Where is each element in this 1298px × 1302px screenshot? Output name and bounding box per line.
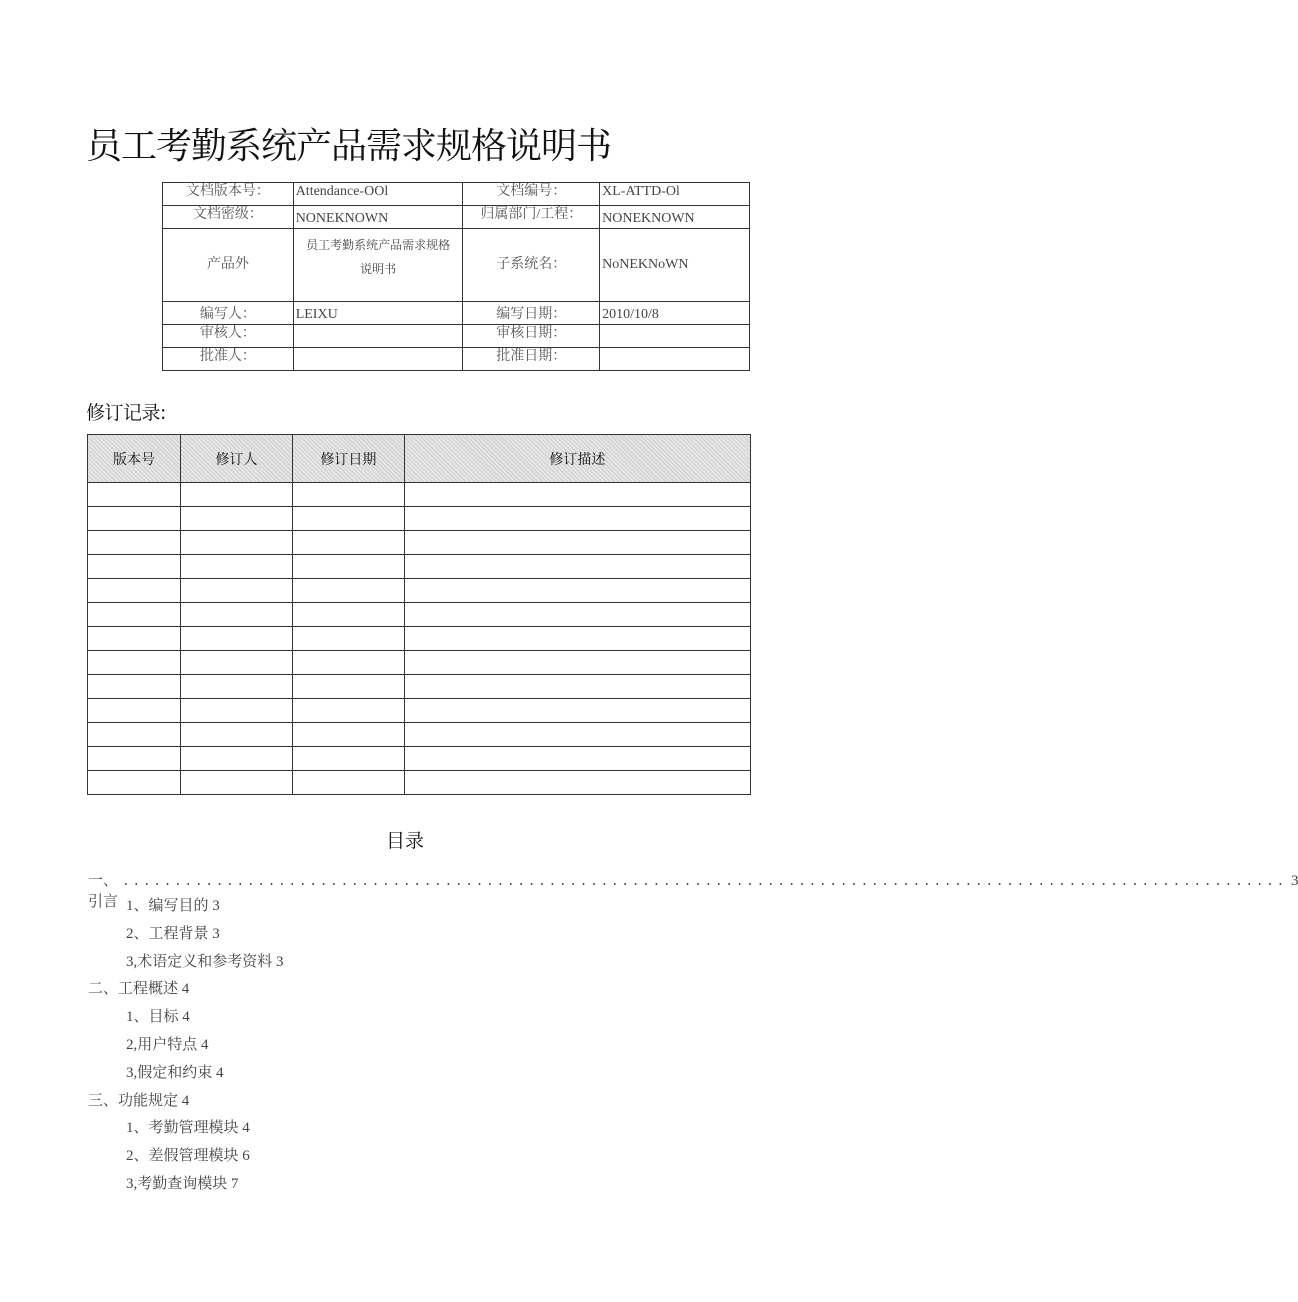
table-cell[interactable] xyxy=(181,627,293,651)
table-cell[interactable] xyxy=(404,579,750,603)
subsystem-value: NoNEKNoWN xyxy=(600,229,750,302)
toc-entry[interactable]: 3,考勤查询模块 7 xyxy=(126,1176,239,1192)
toc-entry-intro-page: 3 xyxy=(1290,873,1298,889)
table-cell[interactable] xyxy=(181,723,293,747)
table-cell[interactable] xyxy=(88,771,181,795)
revision-table-body xyxy=(88,483,751,795)
revision-heading: 修订记录: xyxy=(86,402,166,424)
table-cell[interactable] xyxy=(88,507,181,531)
table-cell[interactable] xyxy=(404,771,750,795)
table-row xyxy=(88,627,751,651)
revision-header-date: 修订日期 xyxy=(292,435,404,483)
author-value: LEIXU xyxy=(293,302,463,325)
revision-header-reviser: 修订人 xyxy=(181,435,293,483)
table-cell[interactable] xyxy=(292,699,404,723)
table-cell[interactable] xyxy=(292,723,404,747)
table-cell[interactable] xyxy=(404,507,750,531)
toc-entry[interactable]: 1、考勤管理模块 4 xyxy=(126,1120,250,1136)
table-cell[interactable] xyxy=(181,579,293,603)
table-row xyxy=(88,651,751,675)
dept-label: 归属部门/工程： xyxy=(463,206,600,229)
table-row xyxy=(88,579,751,603)
table-cell[interactable] xyxy=(88,651,181,675)
toc-entry[interactable]: 二、工程概述 4 xyxy=(88,981,190,997)
table-cell[interactable] xyxy=(404,699,750,723)
table-cell[interactable] xyxy=(181,555,293,579)
table-cell[interactable] xyxy=(292,507,404,531)
product-value xyxy=(293,229,463,302)
table-row xyxy=(88,507,751,531)
table-cell[interactable] xyxy=(181,531,293,555)
document-title: 员工考勤系统产品需求规格说明书 xyxy=(86,126,612,167)
subsystem-label: 子系统名： xyxy=(463,229,600,302)
table-cell[interactable] xyxy=(181,771,293,795)
table-cell[interactable] xyxy=(88,603,181,627)
table-row xyxy=(88,483,751,507)
table-cell[interactable] xyxy=(292,603,404,627)
revision-table xyxy=(87,434,751,795)
doc-number-value: XL-ATTD-Ol xyxy=(600,183,750,206)
table-cell[interactable] xyxy=(88,483,181,507)
table-cell[interactable] xyxy=(404,531,750,555)
revision-header-row xyxy=(88,435,751,483)
table-row xyxy=(88,555,751,579)
author-label: 编写人： xyxy=(163,302,294,325)
approver-label: 批准人： xyxy=(163,348,294,371)
table-cell[interactable] xyxy=(181,699,293,723)
table-cell[interactable] xyxy=(292,675,404,699)
table-cell[interactable] xyxy=(404,747,750,771)
write-date-value: 2010/10/8 xyxy=(600,302,750,325)
toc-dot-leader: ................................................................................................................ xyxy=(122,874,1287,889)
toc-entry[interactable]: 三、功能规定 4 xyxy=(88,1093,190,1109)
table-cell[interactable] xyxy=(404,723,750,747)
table-cell[interactable] xyxy=(292,627,404,651)
table-row xyxy=(88,531,751,555)
table-row xyxy=(88,747,751,771)
review-date-value xyxy=(600,325,750,348)
table-row xyxy=(88,603,751,627)
table-cell[interactable] xyxy=(88,627,181,651)
secrecy-label: 文档密级： xyxy=(163,206,294,229)
table-row xyxy=(88,699,751,723)
table-row xyxy=(88,771,751,795)
toc-entry[interactable]: 2、工程背景 3 xyxy=(126,926,220,942)
write-date-label: 编写日期： xyxy=(463,302,600,325)
table-cell[interactable] xyxy=(292,747,404,771)
approve-date-value xyxy=(600,348,750,371)
dept-value: NONEKNOWN xyxy=(600,206,750,229)
table-cell[interactable] xyxy=(181,651,293,675)
table-cell[interactable] xyxy=(88,699,181,723)
table-cell[interactable] xyxy=(404,603,750,627)
doc-version-label: 文档版本号： xyxy=(163,183,294,206)
toc-entry[interactable]: 2、差假管理模块 6 xyxy=(126,1148,250,1164)
table-cell[interactable] xyxy=(292,531,404,555)
table-cell[interactable] xyxy=(181,603,293,627)
table-cell[interactable] xyxy=(88,675,181,699)
table-cell[interactable] xyxy=(404,627,750,651)
table-cell[interactable] xyxy=(88,555,181,579)
table-cell[interactable] xyxy=(181,747,293,771)
table-cell[interactable] xyxy=(292,555,404,579)
table-cell[interactable] xyxy=(88,579,181,603)
revision-header-description: 修订描述 xyxy=(404,435,750,483)
product-label: 产品外 xyxy=(163,229,294,302)
table-cell[interactable] xyxy=(404,675,750,699)
reviewer-value xyxy=(293,325,463,348)
table-cell[interactable] xyxy=(292,579,404,603)
doc-version-value: Attendance-OOl xyxy=(293,183,463,206)
toc-entry-intro-label: 一、引言 xyxy=(88,873,119,910)
table-cell[interactable] xyxy=(292,771,404,795)
table-cell[interactable] xyxy=(181,507,293,531)
toc-entry[interactable]: 2,用户特点 4 xyxy=(126,1037,209,1053)
table-cell[interactable] xyxy=(181,675,293,699)
doc-number-label: 文档编号： xyxy=(463,183,600,206)
toc-entry[interactable]: 1、编写目的 3 xyxy=(126,898,220,914)
table-cell[interactable] xyxy=(404,555,750,579)
revision-header-version: 版本号 xyxy=(88,435,181,483)
document-info-table xyxy=(162,182,750,371)
table-row xyxy=(88,675,751,699)
reviewer-label: 审核人： xyxy=(163,325,294,348)
approve-date-label: 批准日期： xyxy=(463,348,600,371)
table-cell[interactable] xyxy=(404,483,750,507)
table-cell[interactable] xyxy=(292,651,404,675)
secrecy-value: NONEKNOWN xyxy=(293,206,463,229)
table-cell[interactable] xyxy=(88,723,181,747)
approver-value xyxy=(293,348,463,371)
table-row xyxy=(88,723,751,747)
product-value-line1: 员工考勤系统产品需求规格 xyxy=(306,238,451,252)
table-cell[interactable] xyxy=(88,747,181,771)
table-cell[interactable] xyxy=(404,651,750,675)
review-date-label: 审核日期： xyxy=(463,325,600,348)
toc-entry[interactable]: 1、目标 4 xyxy=(126,1009,190,1025)
toc-title: 目录 xyxy=(385,830,424,852)
table-cell[interactable] xyxy=(88,531,181,555)
table-cell[interactable] xyxy=(292,483,404,507)
table-cell[interactable] xyxy=(181,483,293,507)
toc-entry[interactable]: 3,术语定义和参考资料 3 xyxy=(126,954,284,970)
product-value-text xyxy=(296,229,461,281)
toc-entry[interactable]: 3,假定和约束 4 xyxy=(126,1065,224,1081)
product-value-line2: 说明书 xyxy=(360,262,397,276)
